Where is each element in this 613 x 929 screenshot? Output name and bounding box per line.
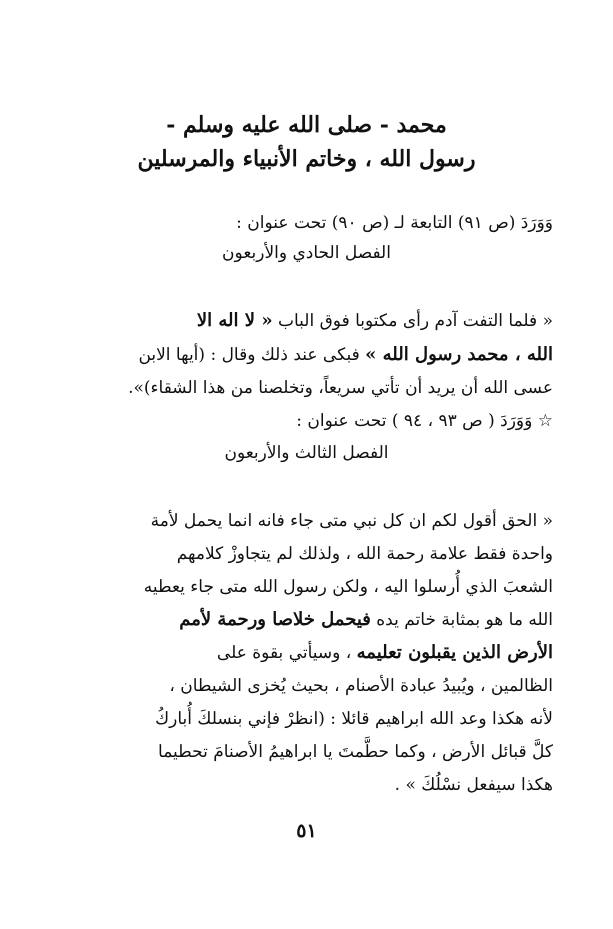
quote-2-line7: لأنه هكذا وعد الله ابراهيم قائلا : (انظرْ فإني بنسلكَ أُباركُ (155, 709, 553, 729)
quote-1-text: « فلما التفت آدم رأى مكتوبا فوق الباب (272, 311, 553, 331)
quote-2-line9: هكذا سيفعل نسْلُكَ » . (394, 775, 553, 795)
quote-1-emphasis: « لا اله الا (196, 310, 273, 331)
quote-1-line1 (60, 308, 553, 334)
quote-1-line3: عسى الله أن يريد أن تأتي سريعاً، وتخلصنا من هذا الشقاء)». (128, 378, 553, 398)
chapter-heading-line1: محمد - صلى الله عليه وسلم - (166, 112, 447, 138)
reference-1-line1: وَوَرَدَ (ص ٩١) التابعة لـ (ص ٩٠) تحت عنوان : (236, 213, 553, 233)
quote-2-line2: واحدة فقط علامة رحمة الله ، ولذلك لم يتجاوزْ كلامهم (176, 544, 553, 564)
quote-2-emphasis: الأرض الذين يقبلون تعليمه (356, 642, 553, 663)
quote-2-line3: الشعبَ الذي أُرسلوا اليه ، ولكن رسول الله متى جاء يعطيه (143, 577, 553, 597)
quote-1-text: فبكى عند ذلك وقال : (أيها الابن (138, 345, 366, 365)
quote-2-line8: كلَّ قبائل الأرض ، وكما حطَّمتَ يا ابراهيمُ الأصنامَ تحطيما (158, 742, 553, 762)
reference-2-line1: ☆ وَوَرَدَ ( ص ٩٣ ، ٩٤ ) تحت عنوان : (296, 411, 553, 431)
quote-2-line1: « الحق أقول لكم ان كل نبي متى جاء فانه انما يحمل لأمة (150, 511, 553, 531)
chapter-heading-line2: رسول الله ، وخاتم الأنبياء والمرسلين (137, 146, 476, 172)
quote-2-line5 (60, 640, 553, 666)
quote-2-emphasis: فيحمل خلاصا ورحمة لأمم (179, 609, 371, 630)
quote-1-emphasis: الله ، محمد رسول الله » (365, 344, 553, 365)
quote-2-line6: الظالمين ، ويُبيدُ عبادة الأصنام ، بحيث يُخزى الشيطان ، (169, 676, 553, 696)
page-number: ٥١ (296, 820, 317, 842)
quote-2-line4 (60, 607, 553, 633)
reference-1-section-title: الفصل الحادي والأربعون (222, 243, 391, 263)
quote-2-text: ، وسيأتي بقوة على (216, 643, 357, 663)
quote-1-line2 (60, 342, 553, 368)
reference-2-section-title: الفصل الثالث والأربعون (224, 443, 389, 463)
quote-2-text: الله ما هو بمثابة خاتم يده (370, 610, 553, 630)
